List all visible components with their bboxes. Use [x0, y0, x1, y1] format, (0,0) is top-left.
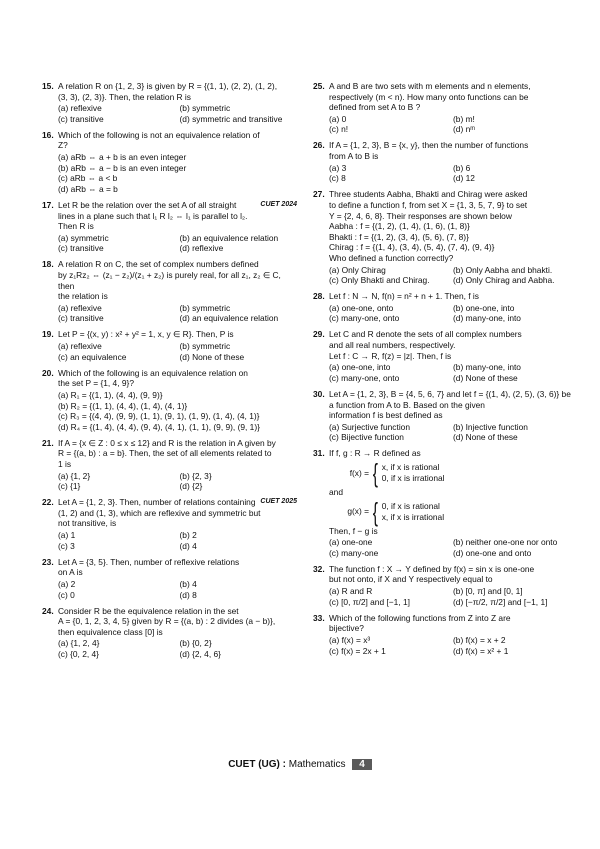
- question-number: 28.: [313, 291, 325, 302]
- question-line: (3, 3), (2, 3)}. Then, the relation R is: [58, 91, 191, 102]
- question-line: on A is: [58, 567, 83, 578]
- question-line: to define a function f, from set X = {1, 3, 5, 7, 9} to set: [329, 199, 528, 210]
- question-item: [42, 557, 297, 600]
- question-stem: [58, 200, 297, 232]
- question-stem: [329, 389, 573, 421]
- case-line: 0, if x is rational: [381, 501, 440, 511]
- question-line: Let R be the relation over the set A of all straight: [58, 199, 237, 210]
- question-number: 33.: [313, 612, 325, 623]
- answer-option: (b) Only Aabha and bhakti.: [453, 264, 553, 275]
- answer-option: (d) Only Chirag and Aabha.: [453, 275, 555, 286]
- case-list: [382, 462, 445, 483]
- question-item: [313, 389, 573, 443]
- question-stem: [329, 448, 573, 459]
- case-line: x, if x is irrational: [381, 511, 445, 522]
- question-line: information f is best defined as: [329, 410, 443, 421]
- question-item: [313, 81, 573, 135]
- question-line: Z?: [58, 140, 68, 151]
- answer-option: (a) symmetric: [58, 232, 109, 243]
- options-grid: [58, 390, 297, 432]
- answer-option: (b) one-one, into: [453, 302, 515, 313]
- question-line: respectively (m < n). How many onto functions can be: [329, 91, 529, 102]
- answer-option: (b) symmetric: [179, 341, 231, 352]
- piecewise-definition: [329, 458, 573, 488]
- question-stem: [58, 497, 297, 529]
- answer-option: (c) transitive: [58, 243, 104, 254]
- piecewise-joiner: [329, 487, 573, 498]
- question-number: 21.: [42, 437, 54, 448]
- answer-option: (c) Bijective function: [329, 432, 404, 443]
- function-label: g(x) =: [347, 506, 369, 517]
- answer-option: (d) {2, 4, 6}: [179, 649, 221, 659]
- answer-option: (b) 6: [453, 162, 471, 173]
- question-stem: [329, 81, 573, 113]
- answer-option: (c) many-one, onto: [329, 372, 400, 383]
- answer-option: (a) R₁ = {(1, 1), (4, 4), (9, 9)}: [58, 389, 163, 400]
- question-line: Consider R be the equivalence relation in the set: [58, 605, 239, 616]
- answer-option: (d) one-one and onto: [453, 547, 532, 558]
- page-number: 4: [352, 759, 372, 770]
- answer-option: (c) f(x) = 2x + 1: [329, 645, 386, 656]
- footer-subject: Mathematics: [288, 759, 346, 770]
- question-line: If A = {1, 2, 3}, B = {x, y}, then the number of functions: [329, 140, 529, 151]
- case-line: 0, if x is irrational: [381, 473, 445, 483]
- question-line: by z₁Rz₂ ⇔ (z₁ − z₂)/(z₁ + z₂) is purely real, for all z₁, z₂ ∈ C, then: [58, 270, 281, 291]
- question-line: Let A = {1, 2, 3}. Then, number of relations containing: [58, 497, 256, 508]
- question-number: 20.: [42, 367, 54, 378]
- question-stem: [58, 557, 297, 578]
- options-grid: [58, 341, 297, 362]
- question-line: the set P = {1, 4, 9}?: [58, 378, 134, 389]
- brace-symbol: {: [372, 496, 378, 527]
- answer-option: (b) symmetric: [179, 302, 231, 313]
- answer-option: (b) m!: [453, 113, 475, 124]
- question-line: Then R is: [58, 221, 94, 232]
- question-line: Which of the following is not an equivalence relation of: [58, 129, 260, 140]
- question-number: 16.: [42, 129, 54, 140]
- answer-option: (a) Surjective function: [329, 421, 410, 432]
- question-line: If f, g : R → R defined as: [329, 448, 421, 459]
- question-line: bijective?: [329, 623, 364, 634]
- question-line: If A = {x ∈ Z : 0 ≤ x ≤ 12} and R is the relation in A given by: [58, 437, 276, 448]
- question-stem: [329, 613, 573, 634]
- question-number: 15.: [42, 81, 54, 91]
- question-number: 32.: [313, 563, 325, 574]
- answer-option: (c) 3: [58, 540, 75, 551]
- answer-option: (b) {0, 2}: [179, 638, 212, 649]
- question-item: [42, 497, 297, 551]
- answer-option: (b) Injective function: [453, 421, 528, 432]
- question-line: lines in a plane such that l₁ R l₂ ⇔ l₁ is parallel to l₂.: [58, 210, 248, 221]
- answer-option: (d) reflexive: [179, 243, 224, 254]
- question-stem: [58, 438, 297, 470]
- question-number: 18.: [42, 259, 54, 270]
- question-line: but not onto, if X and Y respectively equal to: [329, 574, 493, 585]
- question-line: from A to B is: [329, 151, 379, 162]
- answer-option: (c) {0, 2, 4}: [58, 649, 99, 659]
- left-column: [42, 81, 297, 665]
- function-label: f(x) =: [349, 467, 369, 478]
- answer-option: (d) 4: [179, 540, 197, 551]
- piecewise-definition: [329, 496, 573, 527]
- answer-option: (a) reflexive: [58, 302, 102, 313]
- question-line: A relation R on {1, 2, 3} is given by R = {(1, 1), (2, 2), (1, 2),: [58, 81, 278, 91]
- answer-option: (c) {1}: [58, 481, 81, 492]
- question-line: defined from set A to B ?: [329, 102, 421, 113]
- question-item: [313, 140, 573, 183]
- answer-option: (b) 2: [179, 530, 197, 541]
- question-item: [42, 329, 297, 362]
- answer-option: (b) [0, π] and [0, 1]: [453, 586, 523, 597]
- answer-option: (c) 0: [58, 589, 75, 600]
- question-item: [313, 564, 573, 607]
- options-grid: [58, 471, 297, 492]
- question-stem: [329, 140, 573, 161]
- answer-option: (b) symmetric: [179, 103, 231, 114]
- question-line: then equivalence class [0] is: [58, 626, 163, 637]
- question-number: 23.: [42, 556, 54, 567]
- question-line: Then, f − g is: [329, 525, 378, 536]
- answer-option: (b) {2, 3}: [179, 470, 212, 481]
- answer-option: (a) reflexive: [58, 103, 102, 114]
- options-grid: [58, 530, 297, 551]
- answer-option: (d) 8: [179, 589, 197, 600]
- options-grid: [329, 635, 573, 656]
- question-number: 19.: [42, 329, 54, 340]
- answer-option: (d) None of these: [453, 372, 518, 383]
- answer-option: (c) aRb ⇔ a < b: [58, 173, 118, 184]
- question-stem: [58, 606, 297, 638]
- question-item: [42, 130, 297, 195]
- answer-option: (d) an equivalence relation: [179, 313, 279, 324]
- answer-option: (b) many-one, into: [453, 362, 521, 373]
- and-word: and: [329, 487, 343, 497]
- question-item: [313, 329, 573, 383]
- options-grid: [329, 537, 573, 558]
- answer-option: (d) many-one, into: [453, 313, 521, 324]
- answer-option: (a) aRb ⇔ a + b is an even integer: [58, 152, 187, 163]
- brace-symbol: {: [372, 458, 378, 488]
- question-line: Three students Aabha, Bhakti and Chirag were asked: [329, 189, 528, 200]
- answer-option: (d) f(x) = x² + 1: [453, 645, 509, 656]
- question-line: Aabha : f = {(1, 2), (1, 4), (1, 6), (1, 8)}: [329, 221, 470, 232]
- options-grid: [329, 163, 573, 184]
- options-grid: [58, 233, 297, 254]
- case-line: x, if x is rational: [381, 462, 440, 473]
- answer-option: (d) nᵐ: [453, 124, 476, 135]
- answer-option: (c) transitive: [58, 313, 104, 324]
- question-line: Let A = {1, 2, 3}, B = {4, 5, 6, 7} and let f = {(1, 4), (2, 5), (3, 6)} be: [329, 388, 571, 399]
- question-item: [313, 189, 573, 285]
- answer-option: (a) 0: [329, 113, 347, 124]
- question-number: 29.: [313, 329, 325, 340]
- question-item: [42, 438, 297, 492]
- question-stem: [329, 564, 573, 585]
- answer-option: (a) one-one, into: [329, 362, 391, 373]
- answer-option: (d) None of these: [453, 432, 518, 443]
- question-line: Which of the following functions from Z into Z are: [329, 612, 511, 623]
- question-line: A = {0, 1, 2, 3, 4, 5} given by R = {(a, b) : 2 divides (a − b)},: [58, 616, 276, 627]
- answer-option: (b) 4: [179, 578, 197, 589]
- question-item: [42, 606, 297, 660]
- exam-tag: CUET 2025: [260, 498, 297, 506]
- footer-title: CUET (UG) :: [228, 759, 286, 770]
- question-number: 31.: [313, 448, 325, 459]
- question-stem: [58, 368, 297, 389]
- answer-option: (b) f(x) = x + 2: [453, 634, 506, 645]
- question-stem: [329, 291, 573, 302]
- question-line: Let C and R denote the sets of all complex numbers: [329, 329, 522, 340]
- question-number: 27.: [313, 189, 325, 200]
- options-grid: [329, 114, 573, 135]
- question-number: 22.: [42, 497, 54, 508]
- options-grid: [58, 103, 297, 124]
- question-line: the relation is: [58, 291, 108, 302]
- question-item: [313, 613, 573, 656]
- answer-option: (d) {2}: [179, 481, 203, 492]
- question-stem: [58, 130, 297, 151]
- question-line: Let f : C → R, f(z) = |z|. Then, f is: [329, 350, 452, 361]
- page-footer: [0, 759, 600, 770]
- answer-option: (c) many-one: [329, 547, 379, 558]
- right-column: [313, 81, 573, 662]
- answer-option: (a) one-one: [329, 537, 373, 548]
- answer-option: (c) many-one, onto: [329, 313, 400, 324]
- question-line: The function f : X → Y defined by f(x) = sin x is one-one: [329, 563, 535, 574]
- answer-option: (c) Only Bhakti and Chirag.: [329, 275, 430, 286]
- answer-option: (a) 2: [58, 578, 76, 589]
- question-number: 26.: [313, 140, 325, 151]
- answer-option: (d) aRb ⇔ a = b: [58, 183, 118, 194]
- answer-option: (a) f(x) = x³: [329, 634, 371, 645]
- question-stem: [329, 189, 573, 263]
- answer-option: (d) symmetric and transitive: [179, 113, 283, 124]
- question-item: [313, 291, 573, 324]
- answer-option: (a) {1, 2, 4}: [58, 638, 100, 649]
- answer-option: (c) n!: [329, 124, 349, 135]
- answer-option: (d) [−π/2, π/2] and [−1, 1]: [453, 596, 548, 607]
- question-stem: [58, 329, 297, 340]
- question-line: Bhakti : f = {(1, 2), (3, 4), (5, 6), (7, 8)}: [329, 231, 469, 242]
- answer-option: (b) R₂ = {(1, 1), (4, 4), (1, 4), (4, 1)}: [58, 400, 188, 411]
- question-number: 30.: [313, 388, 325, 399]
- answer-option: (c) R₃ = {(4, 4), (9, 9), (1, 1), (9, 1), (1, 9), (1, 4), (4, 1)}: [58, 411, 260, 422]
- question-line: R = {(a, b) : a = b}. Then, the set of all elements related to: [58, 448, 272, 459]
- answer-option: (a) {1, 2}: [58, 470, 91, 481]
- question-number: 24.: [42, 605, 54, 616]
- answer-option: (d) R₄ = {(1, 4), (4, 4), (9, 4), (4, 1), (1, 1), (9, 9), (9, 1)}: [58, 421, 260, 432]
- question-line: Y = {2, 4, 6, 8}. Their responses are shown below: [329, 210, 512, 221]
- question-line: Let P = {(x, y) : x² + y² = 1, x, y ∈ R}. Then, P is: [58, 329, 234, 340]
- answer-option: (d) 12: [453, 173, 475, 184]
- answer-option: (a) Only Chirag: [329, 264, 386, 275]
- answer-option: (a) 3: [329, 162, 347, 173]
- question-item: [42, 81, 297, 124]
- answer-option: (b) neither one-one nor onto: [453, 537, 558, 548]
- exam-tag: CUET 2024: [260, 200, 297, 208]
- question-item: [313, 448, 573, 558]
- question-line: and all real numbers, respectively.: [329, 340, 456, 351]
- question-line: Let f : N → N, f(n) = n² + n + 1. Then, f is: [329, 291, 479, 302]
- options-grid: [58, 303, 297, 324]
- question-stem: [58, 259, 297, 301]
- answer-option: (a) one-one, onto: [329, 302, 394, 313]
- case-list: [382, 501, 444, 522]
- question-line: a function from A to B. Based on the given: [329, 399, 485, 410]
- question-number: 25.: [313, 81, 325, 91]
- options-grid: [58, 638, 297, 659]
- answer-option: (d) None of these: [179, 351, 245, 362]
- answer-option: (a) 1: [58, 530, 76, 541]
- question-stem: [58, 81, 297, 102]
- options-grid: [329, 303, 573, 324]
- answer-option: (c) [0, π/2] and [−1, 1]: [329, 596, 410, 607]
- question-line: Who defined a function correctly?: [329, 252, 454, 263]
- answer-option: (a) reflexive: [58, 341, 102, 352]
- answer-option: (b) aRb ⇔ a − b is an even integer: [58, 162, 187, 173]
- question-line: (1, 2) and (1, 3), which are reflexive and symmetric but: [58, 507, 261, 518]
- question-line: Chirag : f = {(1, 4), (3, 4), (5, 4), (7, 4), (9, 4)}: [329, 242, 495, 253]
- answer-option: (c) an equivalence: [58, 351, 127, 362]
- options-grid: [329, 586, 573, 607]
- question-line: not transitive, is: [58, 518, 117, 529]
- options-grid: [58, 579, 297, 600]
- options-grid: [329, 362, 573, 383]
- question-stem: [329, 329, 573, 361]
- answer-option: (c) 8: [329, 173, 346, 184]
- options-grid: [329, 265, 573, 286]
- options-grid: [329, 422, 573, 443]
- answer-option: (b) an equivalence relation: [179, 232, 279, 243]
- answer-option: (a) R and R: [329, 586, 373, 597]
- question-number: 17.: [42, 199, 54, 210]
- question-item: [42, 259, 297, 324]
- question-line: Which of the following is an equivalence relation on: [58, 367, 248, 378]
- options-grid: [58, 152, 297, 194]
- answer-option: (c) transitive: [58, 113, 104, 124]
- question-line: A and B are two sets with m elements and n elements,: [329, 81, 531, 91]
- question-item: [42, 200, 297, 254]
- question-line: A relation R on C, the set of complex numbers defined: [58, 259, 259, 270]
- question-line: 1 is: [58, 459, 72, 469]
- question-item: [42, 368, 297, 433]
- question-line: Let A = {3, 5}. Then, number of reflexive relations: [58, 556, 240, 567]
